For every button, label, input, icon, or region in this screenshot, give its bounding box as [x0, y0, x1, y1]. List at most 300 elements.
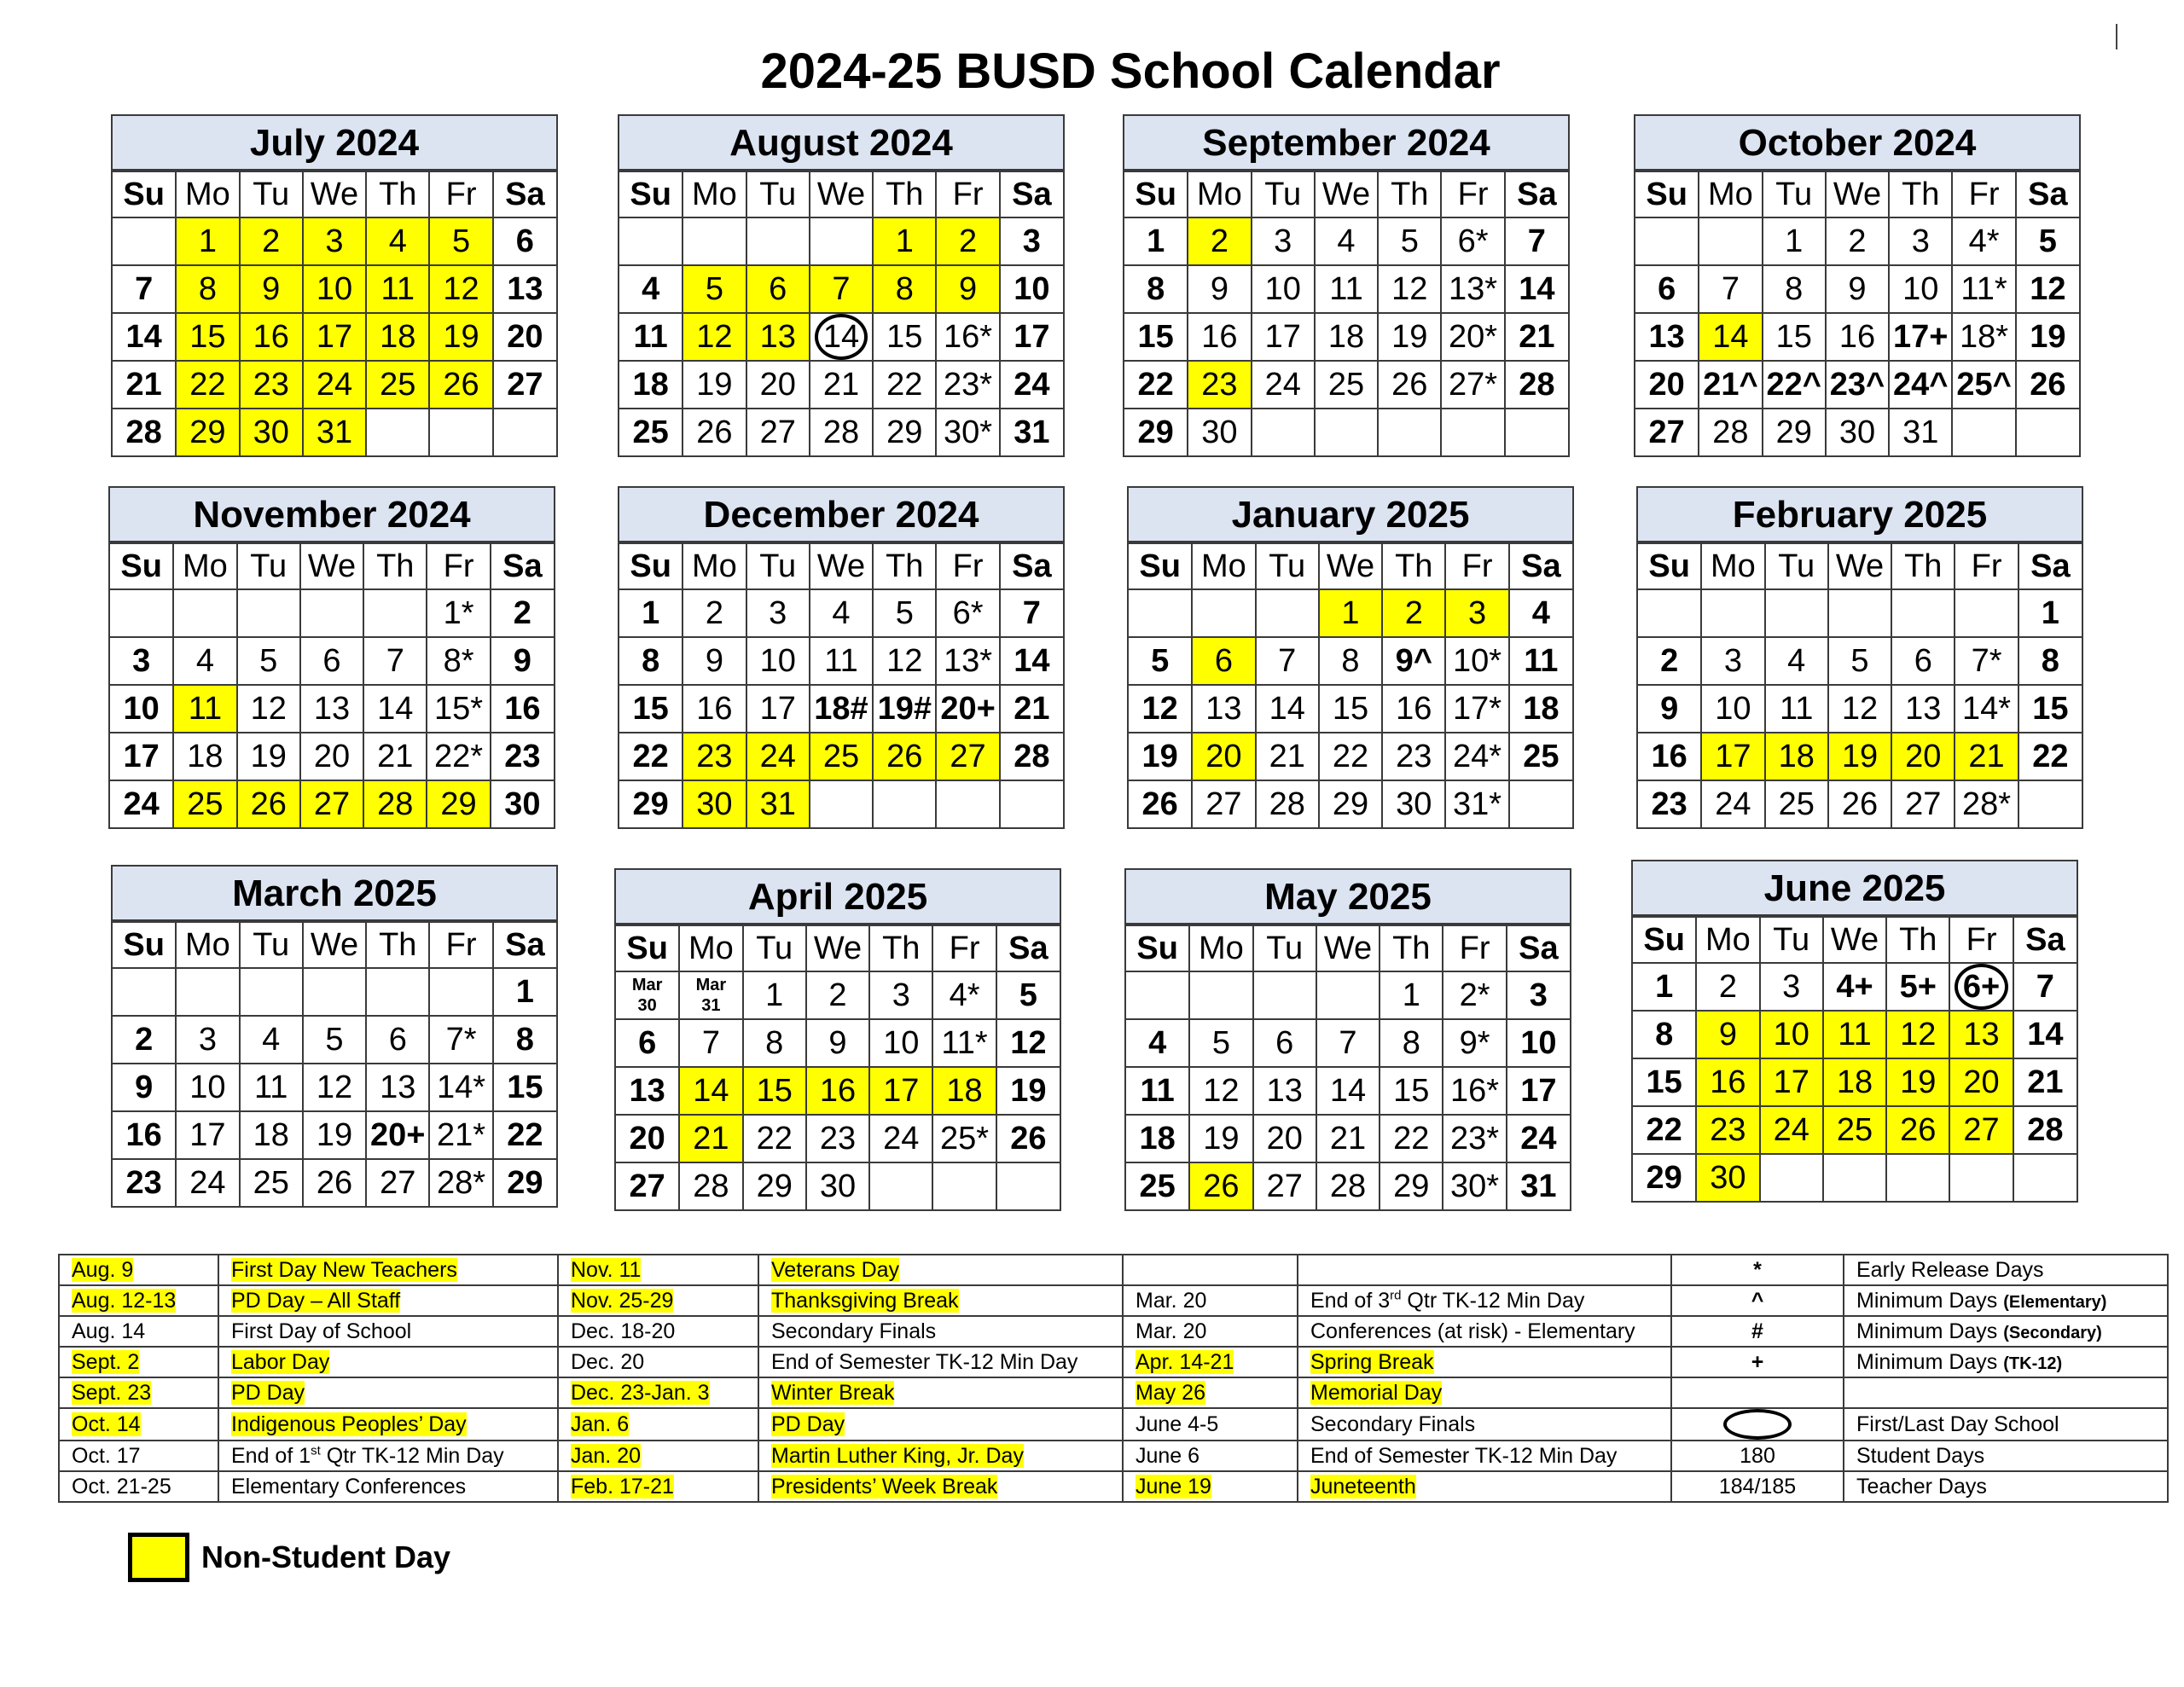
day-cell: 22 — [1380, 1115, 1443, 1162]
weekday-header: Sa — [491, 543, 554, 589]
day-cell: 17 — [869, 1067, 932, 1115]
day-cell: 14* — [429, 1064, 492, 1111]
weekday-header: Mo — [1699, 171, 1762, 217]
day-cell: 22* — [427, 733, 490, 780]
weekday-header: Mo — [176, 171, 239, 217]
day-cell: 4 — [366, 217, 429, 265]
month-name: March 2025 — [113, 867, 556, 921]
day-cell: 22^ — [1763, 361, 1826, 409]
day-cell: 25 — [810, 733, 873, 780]
day-cell: 17+ — [1889, 313, 1952, 361]
day-cell: 26 — [1129, 780, 1192, 827]
day-cell: 25 — [1823, 1106, 1886, 1154]
empty-day-cell — [619, 217, 682, 265]
day-cell: 9 — [240, 265, 303, 313]
day-cell: 9 — [682, 637, 746, 685]
day-cell: 31 — [746, 780, 810, 827]
day-cell: 4* — [1952, 217, 2015, 265]
day-cell: 16 — [806, 1067, 869, 1115]
week-row — [1638, 589, 2082, 637]
empty-day-cell — [1760, 1154, 1823, 1201]
day-cell: 12 — [1886, 1011, 1949, 1058]
day-cell: 3 — [1445, 589, 1508, 637]
legend-cell: Aug. 14 — [59, 1316, 218, 1347]
week-row — [110, 733, 554, 780]
week-row — [110, 589, 554, 637]
day-cell: 1 — [1633, 963, 1696, 1011]
day-cell: 15 — [1319, 685, 1382, 733]
day-cell: 23 — [1696, 1106, 1759, 1154]
weekday-header: We — [1823, 917, 1886, 963]
legend-cell: Veterans Day — [758, 1255, 1123, 1285]
day-cell: 12 — [2016, 265, 2079, 313]
month-block — [111, 865, 558, 1208]
legend-cell: PD Day — [758, 1408, 1123, 1441]
day-cell: 6 — [366, 1016, 429, 1064]
legend-cell: Mar. 20 — [1123, 1316, 1298, 1347]
day-cell: 28 — [1316, 1162, 1380, 1209]
day-cell: 26 — [303, 1159, 366, 1206]
day-cell: 20 — [1192, 733, 1255, 780]
month-name: September 2024 — [1124, 116, 1568, 171]
legend-cell: Apr. 14-21 — [1123, 1347, 1298, 1377]
weekday-header: Fr — [1952, 171, 2015, 217]
day-cell: 11 — [366, 265, 429, 313]
day-cell: 28* — [429, 1159, 492, 1206]
day-cell: 20 — [493, 313, 556, 361]
day-cell: 18 — [932, 1067, 996, 1115]
day-cell: 15 — [1124, 313, 1188, 361]
day-cell: 11 — [619, 313, 682, 361]
day-cell: 5+ — [1886, 963, 1949, 1011]
legend-row — [59, 1441, 2168, 1471]
week-row — [1126, 1019, 1570, 1067]
legend-cell: May 26 — [1123, 1377, 1298, 1408]
weekday-header: Tu — [1253, 925, 1316, 971]
day-cell: 13 — [366, 1064, 429, 1111]
empty-day-cell — [1129, 589, 1192, 637]
day-cell: 18# — [810, 685, 873, 733]
day-cell: 15 — [1380, 1067, 1443, 1115]
empty-day-cell — [1509, 780, 1572, 827]
day-cell: 26 — [1886, 1106, 1949, 1154]
legend-cell: Secondary Finals — [758, 1316, 1123, 1347]
month-block — [1631, 860, 2078, 1203]
weekday-header: Th — [869, 925, 932, 971]
day-cell: 29 — [1633, 1154, 1696, 1201]
weekday-header: Tu — [1760, 917, 1823, 963]
empty-day-cell — [1955, 589, 2018, 637]
day-cell: 6 — [616, 1019, 679, 1067]
day-cell: 28 — [2013, 1106, 2077, 1154]
empty-day-cell — [1886, 1154, 1949, 1201]
day-cell: 16 — [1382, 685, 1445, 733]
day-cell: 30 — [682, 780, 746, 827]
day-cell: 8 — [1763, 265, 1826, 313]
empty-day-cell — [1189, 971, 1252, 1019]
day-cell: 12 — [996, 1019, 1060, 1067]
day-cell: 5 — [682, 265, 746, 313]
day-cell: 13 — [1891, 685, 1955, 733]
day-cell: 4 — [240, 1016, 303, 1064]
day-cell: 1 — [873, 217, 936, 265]
day-cell: 1 — [743, 971, 806, 1019]
empty-day-cell — [366, 968, 429, 1016]
day-cell: 5 — [873, 589, 936, 637]
week-row — [1635, 409, 2079, 455]
week-row — [619, 733, 1063, 780]
day-cell: 8 — [493, 1016, 556, 1064]
day-cell: 10 — [1000, 265, 1063, 313]
legend-cell: Conferences (at risk) - Elementary — [1298, 1316, 1671, 1347]
day-cell: 7 — [2013, 963, 2077, 1011]
day-cell: 1 — [1380, 971, 1443, 1019]
weekday-header: Sa — [996, 925, 1060, 971]
week-row — [110, 685, 554, 733]
day-cell: 1 — [2018, 589, 2082, 637]
day-cell: 20* — [1441, 313, 1504, 361]
week-row — [1638, 685, 2082, 733]
week-row — [1129, 637, 1572, 685]
day-cell: 24^ — [1889, 361, 1952, 409]
day-cell: 23* — [1443, 1115, 1506, 1162]
day-cell: 29 — [1763, 409, 1826, 455]
day-cell: 11 — [1765, 685, 1828, 733]
empty-day-cell — [682, 217, 746, 265]
month-name: June 2025 — [1633, 861, 2077, 916]
legend-cell: Aug. 12-13 — [59, 1285, 218, 1316]
day-cell: 1* — [427, 589, 490, 637]
empty-day-cell — [1891, 589, 1955, 637]
legend-row — [59, 1471, 2168, 1502]
day-cell: 26 — [1378, 361, 1441, 409]
month-block — [1636, 486, 2083, 829]
weekday-header: We — [810, 543, 873, 589]
day-cell: 1 — [1763, 217, 1826, 265]
day-cell: 24 — [1252, 361, 1315, 409]
empty-day-cell — [303, 968, 366, 1016]
weekday-header: Th — [1891, 543, 1955, 589]
month-name: February 2025 — [1638, 488, 2082, 542]
non-student-day-key — [128, 1532, 450, 1583]
legend-cell: End of Semester TK-12 Min Day — [758, 1347, 1123, 1377]
day-cell: 21 — [2013, 1058, 2077, 1106]
day-cell: 16 — [491, 685, 554, 733]
day-cell: 14 — [1699, 313, 1762, 361]
day-cell: 20 — [1891, 733, 1955, 780]
weekday-header: Mo — [1189, 925, 1252, 971]
day-cell: 15 — [493, 1064, 556, 1111]
day-cell: 4 — [1126, 1019, 1189, 1067]
day-cell: 20+ — [936, 685, 999, 733]
legend-row — [59, 1377, 2168, 1408]
day-cell: 10 — [746, 637, 810, 685]
day-cell: 5 — [996, 971, 1060, 1019]
weekday-header: Fr — [936, 543, 999, 589]
day-cell: 2 — [1638, 637, 1701, 685]
day-cell: 18 — [1126, 1115, 1189, 1162]
day-cell: 13 — [1192, 685, 1255, 733]
day-cell: 3 — [1701, 637, 1764, 685]
day-cell: 13* — [1441, 265, 1504, 313]
day-cell: 17 — [1507, 1067, 1570, 1115]
day-cell: 28 — [1699, 409, 1762, 455]
week-row — [1124, 217, 1568, 265]
day-cell: 5 — [303, 1016, 366, 1064]
day-cell: 18 — [366, 313, 429, 361]
day-cell: 2 — [806, 971, 869, 1019]
day-cell: 14* — [1955, 685, 2018, 733]
day-cell: 28 — [1000, 733, 1063, 780]
weekday-header: We — [810, 171, 873, 217]
day-cell: 9 — [113, 1064, 176, 1111]
day-cell: 12 — [682, 313, 746, 361]
weekday-header: Su — [619, 543, 682, 589]
week-row — [113, 313, 556, 361]
day-cell: 12 — [429, 265, 492, 313]
day-cell: 8* — [427, 637, 490, 685]
month-block — [618, 114, 1065, 457]
day-cell: 21 — [1505, 313, 1568, 361]
day-cell: 22 — [619, 733, 682, 780]
day-cell: 24 — [746, 733, 810, 780]
weekday-header: We — [303, 171, 366, 217]
day-cell: 27 — [1635, 409, 1699, 455]
day-cell: 23 — [491, 733, 554, 780]
legend-cell: June 6 — [1123, 1441, 1298, 1471]
day-cell: 30 — [806, 1162, 869, 1209]
weekday-header: Th — [1889, 171, 1952, 217]
legend-symbol — [1671, 1377, 1844, 1408]
day-cell: 16 — [1188, 313, 1251, 361]
day-cell: 7 — [113, 265, 176, 313]
day-cell: 8 — [176, 265, 239, 313]
legend-cell: First/Last Day School — [1844, 1408, 2168, 1441]
week-row — [113, 409, 556, 455]
weekday-header: Sa — [1505, 171, 1568, 217]
day-cell: 15 — [2018, 685, 2082, 733]
month-name: October 2024 — [1635, 116, 2079, 171]
day-cell: 28 — [1505, 361, 1568, 409]
day-cell: 23 — [682, 733, 746, 780]
day-cell: 14 — [363, 685, 427, 733]
empty-day-cell — [1635, 217, 1699, 265]
day-cell: 25 — [1765, 780, 1828, 827]
week-row — [1633, 963, 2077, 1011]
week-row — [1124, 361, 1568, 409]
weekday-header: Mo — [682, 543, 746, 589]
day-cell: 18 — [1315, 313, 1378, 361]
weekday-header: Fr — [429, 171, 492, 217]
empty-day-cell — [873, 780, 936, 827]
legend-cell: Jan. 6 — [558, 1408, 758, 1441]
day-cell: 31* — [1445, 780, 1508, 827]
day-cell: 25* — [932, 1115, 996, 1162]
empty-day-cell — [1638, 589, 1701, 637]
day-cell: 10 — [1701, 685, 1764, 733]
day-cell: 24 — [1507, 1115, 1570, 1162]
day-cell: 28 — [363, 780, 427, 827]
legend-cell: Jan. 20 — [558, 1441, 758, 1471]
day-cell: 24 — [1701, 780, 1764, 827]
day-cell: 8 — [743, 1019, 806, 1067]
day-cell: 15 — [619, 685, 682, 733]
weekday-header: Mo — [682, 171, 746, 217]
day-cell: 8 — [1633, 1011, 1696, 1058]
day-cell: 3 — [1000, 217, 1063, 265]
weekday-header: Th — [873, 543, 936, 589]
day-cell: 31 — [1000, 409, 1063, 455]
day-cell: 17 — [1701, 733, 1764, 780]
weekday-header: Tu — [240, 922, 303, 968]
weekday-header: Mo — [1188, 171, 1251, 217]
empty-day-cell — [1316, 971, 1380, 1019]
legend-row — [59, 1408, 2168, 1441]
day-cell: 7 — [679, 1019, 742, 1067]
weekday-header: Th — [1380, 925, 1443, 971]
day-cell: 19 — [429, 313, 492, 361]
week-row — [619, 589, 1063, 637]
legend-cell: Feb. 17-21 — [558, 1471, 758, 1502]
day-cell: 1 — [493, 968, 556, 1016]
day-cell: 28* — [1955, 780, 2018, 827]
day-cell: 4* — [932, 971, 996, 1019]
day-cell: 13 — [616, 1067, 679, 1115]
day-cell: 2 — [682, 589, 746, 637]
day-cell: 8 — [873, 265, 936, 313]
empty-day-cell — [237, 589, 300, 637]
week-row — [616, 971, 1060, 1019]
day-cell: 25 — [366, 361, 429, 409]
day-cell: 15 — [1633, 1058, 1696, 1106]
week-row — [113, 217, 556, 265]
day-cell: 15 — [743, 1067, 806, 1115]
day-cell: 11 — [173, 685, 236, 733]
empty-day-cell — [240, 968, 303, 1016]
week-row — [1129, 780, 1572, 827]
weekday-header: Th — [366, 922, 429, 968]
month-block — [108, 486, 555, 829]
day-cell: 10 — [110, 685, 173, 733]
day-cell: 27 — [746, 409, 810, 455]
month-name: April 2025 — [616, 870, 1060, 925]
legend-cell: Minimum Days (Elementary) — [1844, 1285, 2168, 1316]
day-cell: 16 — [113, 1111, 176, 1159]
day-cell: 22 — [493, 1111, 556, 1159]
week-row — [1124, 313, 1568, 361]
day-cell: 2 — [113, 1016, 176, 1064]
day-cell: 7 — [1316, 1019, 1380, 1067]
day-cell: 5 — [1129, 637, 1192, 685]
weekday-header: Tu — [237, 543, 300, 589]
day-cell: 12 — [237, 685, 300, 733]
day-cell: 30 — [240, 409, 303, 455]
day-cell: 2 — [1188, 217, 1251, 265]
day-cell: 13 — [746, 313, 810, 361]
legend-cell: Indigenous Peoples’ Day — [218, 1408, 558, 1441]
day-cell: 11 — [1315, 265, 1378, 313]
day-cell: 6 — [746, 265, 810, 313]
day-cell: 1 — [619, 589, 682, 637]
empty-day-cell — [869, 1162, 932, 1209]
day-cell: 19 — [1189, 1115, 1252, 1162]
legend-cell: Minimum Days (TK-12) — [1844, 1347, 2168, 1377]
day-cell: 26 — [429, 361, 492, 409]
weekday-header: We — [1828, 543, 1891, 589]
weekday-header: Tu — [1256, 543, 1319, 589]
day-cell: 5 — [237, 637, 300, 685]
legend-cell: First Day New Teachers — [218, 1255, 558, 1285]
empty-day-cell — [113, 217, 176, 265]
day-cell: 6 — [1253, 1019, 1316, 1067]
weekday-header: Tu — [240, 171, 303, 217]
day-cell: 10* — [1445, 637, 1508, 685]
day-cell: 3 — [176, 1016, 239, 1064]
week-row — [1124, 265, 1568, 313]
day-cell: 27 — [1949, 1106, 2013, 1154]
legend-cell: Oct. 17 — [59, 1441, 218, 1471]
weekday-header: Sa — [2018, 543, 2082, 589]
day-cell: 9^ — [1382, 637, 1445, 685]
day-cell: 26 — [1189, 1162, 1252, 1209]
legend-cell: Sept. 23 — [59, 1377, 218, 1408]
day-cell: 10 — [1252, 265, 1315, 313]
legend-row — [59, 1316, 2168, 1347]
day-cell: 9* — [1443, 1019, 1506, 1067]
legend-cell: June 4-5 — [1123, 1408, 1298, 1441]
empty-day-cell — [366, 409, 429, 455]
week-row — [619, 409, 1063, 455]
empty-day-cell — [1701, 589, 1764, 637]
day-cell: 8 — [2018, 637, 2082, 685]
week-row — [619, 637, 1063, 685]
day-cell: 18 — [1765, 733, 1828, 780]
weekday-header: Th — [1378, 171, 1441, 217]
day-cell: 17 — [746, 685, 810, 733]
week-row — [110, 780, 554, 827]
day-cell: 10 — [176, 1064, 239, 1111]
day-cell: 8 — [1124, 265, 1188, 313]
yellow-swatch-icon — [128, 1533, 189, 1582]
day-cell: 27 — [1192, 780, 1255, 827]
empty-day-cell — [1378, 409, 1441, 455]
week-row — [1124, 409, 1568, 455]
day-cell: 16* — [1443, 1067, 1506, 1115]
day-cell: 2* — [1443, 971, 1506, 1019]
day-cell: 4 — [1509, 589, 1572, 637]
legend-table — [58, 1254, 2169, 1503]
month-block — [1123, 114, 1570, 457]
day-cell: 17 — [1000, 313, 1063, 361]
day-cell: 22 — [176, 361, 239, 409]
day-cell: 26 — [2016, 361, 2079, 409]
week-row — [113, 1064, 556, 1111]
legend-cell: Memorial Day — [1298, 1377, 1671, 1408]
day-cell: 15 — [873, 313, 936, 361]
day-cell: 13 — [300, 685, 363, 733]
empty-day-cell — [1952, 409, 2015, 455]
day-cell: 3 — [869, 971, 932, 1019]
empty-day-cell — [2018, 780, 2082, 827]
day-cell: 2 — [936, 217, 999, 265]
day-cell: 19# — [873, 685, 936, 733]
day-cell: 29 — [1124, 409, 1188, 455]
weekday-header: We — [1826, 171, 1889, 217]
month-name: August 2024 — [619, 116, 1063, 171]
day-cell: 11 — [1509, 637, 1572, 685]
day-cell: 26 — [873, 733, 936, 780]
weekday-header: We — [1316, 925, 1380, 971]
